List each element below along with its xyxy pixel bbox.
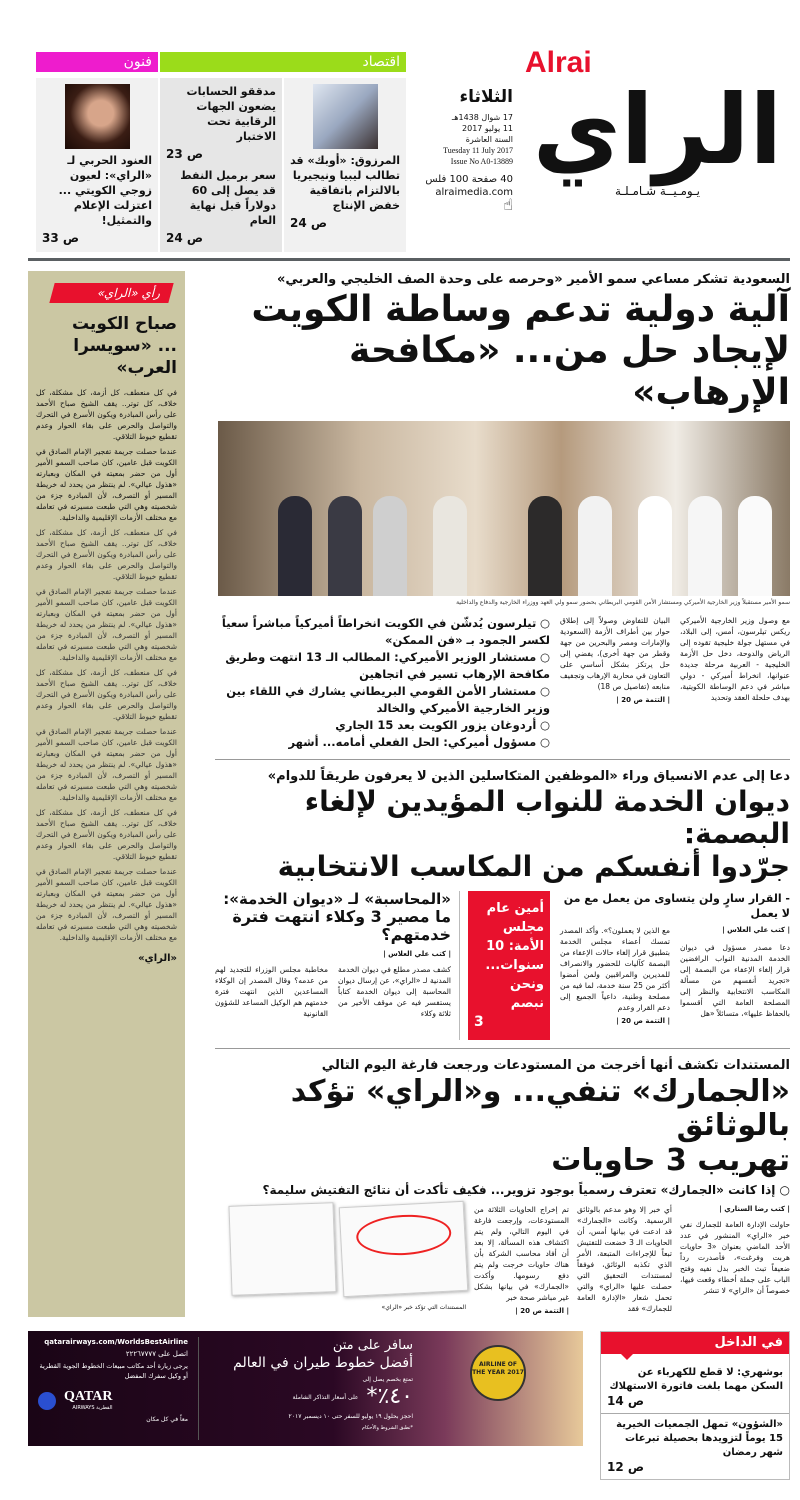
side-headline-2[interactable]: ما مصير 3 وكلاء انتهت فترة خدمتهم؟ xyxy=(232,906,451,945)
qatar-airways-ad[interactable] xyxy=(28,1331,583,1446)
brand-logo-arabic: الراي xyxy=(532,74,783,186)
inside-title: في الداخل xyxy=(601,1332,789,1354)
customs-body-col3: تم إخراج الحاويات الثلاثة من المستودعات، وإرجعت فارغة في اليوم التالي، ولم يتم اكتشاف هذه المسألة، إلا بعد أن أفاد محاسب الشركة بأن هناك حاويات خرجت ولم يتم دفع رسومها. وأكدت «الجمارك» في بيانها بشكل غير مباشر صحة خبر xyxy=(474,1205,569,1303)
subhead-text: إذا كانت «الجمارك» تعترف رسمياً بوجود تزوير... فكيف تأكدت أن نتائج التفتيش سليمة؟ xyxy=(262,1183,776,1198)
bullet-item[interactable]: ○ مستشار الأمن القومي البريطاني يشارك في اللقاء بين وزير الخارجية الأميركي والخالد xyxy=(215,683,550,717)
civil-headline-2[interactable]: جرّدوا أنفسكم من المكاسب الانتخابية xyxy=(277,849,790,883)
inside-item-text: «الشؤون» تمهل الجمعيات الخيرية 15 يوماً لتزويدها بحصيلة تبرعات شهر رمضان xyxy=(616,1419,783,1459)
opinion-column xyxy=(28,271,185,1317)
opinion-title[interactable]: صباح الكويت xyxy=(71,314,177,334)
bullet-item[interactable]: ○ تيلرسون يُدشّن في الكويت انخراطاً أميركياً مباشراً سعياً لكسر الجمود بـ «فن الممكن» xyxy=(215,615,550,649)
teaser-text: العنود الحربي لـ «الراي»: لعيون زوجي الكويتي ... اعتزلت الإعلام والتمثيل! xyxy=(58,154,152,227)
divider xyxy=(215,759,790,760)
section-economy[interactable]: اقتصاد xyxy=(160,52,406,72)
red-circle-annotation xyxy=(355,1213,452,1258)
promo-text: أمين عام مجلس الأمة: 10 سنوات... ونحن نبصم xyxy=(485,900,544,1011)
page-ref: ص 24 xyxy=(166,231,204,245)
issue-number: Issue No A0-13889 xyxy=(450,157,513,166)
pointer-triangle-icon xyxy=(621,1354,633,1366)
page-ref: 3 xyxy=(474,1013,484,1030)
teaser-arts[interactable] xyxy=(36,78,158,252)
lead-body-col1: مع وصول وزير الخارجية الأميركي ريكس تيلرسون، أمس، إلى البلاد، في مستهل جولة خليجية تقوده إلى الرياض والدوحة، دخل حل الأزمة الخليجية - العربية مرحلة جديدة عنوانها، انخراط أميركي - دولي مباشر في دعم الوساطة الكويتية، بهدف حلحلة العقد وتحديد xyxy=(680,616,790,703)
ad-discount: ٤٠٪* xyxy=(366,1384,413,1410)
ad-terms: *تطبق الشروط والأحكام xyxy=(361,1425,413,1432)
side-body-col1: كشف مصدر مطلع في ديوان الخدمة المدنية لـ «الراي»، عن إرسال ديوان المحاسبة إلى ديوان الخدمة كتاباً يستفسر فيه عن موقف الأخير من ثلاثة وكلاء xyxy=(338,964,451,1018)
opinion-ribbon: رأي «الراي» xyxy=(49,283,173,303)
customs-body-col2: أي خبر إلا وهو مدعم بالوثائق الرسمية. وكانت «الجمارك» قد ادعت في بيانها أمس، أن الحاويات الـ 3 خضعت للتفتيش تبعاً للإجراءات المتبعة، الأمر الذي تكذبه الوثائق، فوفقاً لمستندات التحقيق التي حصلت عليها «الراي» والتي تحمل شعار «الإدارة العامة للجمارك» فقد xyxy=(577,1205,672,1314)
side-headline[interactable]: «المحاسبة» لـ «ديوان الخدمة»: xyxy=(223,889,451,908)
date-en: Tuesday 11 July 2017 xyxy=(443,146,513,155)
civil-kicker: دعا إلى عدم الانسياق وراء «الموظفين المتكاسلين الذين لا يعرفون طريقاً للدوام» xyxy=(267,769,790,785)
section-teasers xyxy=(36,46,406,252)
civil-headline[interactable]: ديوان الخدمة للنواب المؤيدين لإلغاء البصمة: xyxy=(304,785,790,851)
oneworld-icon xyxy=(38,1392,56,1410)
customs-kicker: المستندات تكشف أنها أخرجت من المستودعات ورجعت فارغة اليوم التالي xyxy=(321,1057,790,1073)
bottom-row xyxy=(28,1331,790,1480)
opinion-body-filler: في كل منعطف، كل أزمة، كل مشكلة، كل خلاف، كل توتر.. يقف الشيخ صباح الأحمد على رأس المبادرة ويكون الأسرع في التحرك والتواصل والحرص على بقاء الحوار وعدم تقطيع خيوط التلاقي. xyxy=(36,808,177,861)
price: 40 صفحة 100 فلس xyxy=(425,174,513,185)
pointer-hand-icon: ☝ xyxy=(503,195,513,214)
customs-headline[interactable]: «الجمارك» تنفي... و«الراي» تؤكد بالوثائق xyxy=(290,1073,790,1144)
teaser-column-economy xyxy=(160,78,282,252)
masthead xyxy=(525,46,790,214)
document-image xyxy=(339,1201,469,1297)
date-block xyxy=(418,46,513,214)
ad-call: اتصل على ٢٢٢٦٧٧٧٧ xyxy=(125,1350,188,1359)
ad-brand: QATAR xyxy=(64,1389,113,1405)
inside-item[interactable] xyxy=(601,1362,789,1414)
opinion-body: في كل منعطف، كل أزمة، كل مشكلة، كل خلاف، كل توتر.. يقف الشيخ صباح الأحمد على رأس المبادرة ويكون الأسرع في التحرك والتواصل والحرص على بقاء الحوار وعدم تقطيع خيوط التلاقي. xyxy=(36,388,177,441)
bullet-item[interactable]: ○ مستشار الوزير الأميركي: المطالب الـ 13 انتهت وطريق مكافحة الإرهاب تسير في اتجاهين xyxy=(215,649,550,683)
gregorian-date-ar: 11 يوليو 2017 xyxy=(462,124,513,133)
year-label: السنة العاشرة xyxy=(465,135,513,144)
inside-box xyxy=(600,1331,790,1480)
opinion-body-filler: في كل منعطف، كل أزمة، كل مشكلة، كل خلاف، كل توتر.. يقف الشيخ صباح الأحمد على رأس المبادرة ويكون الأسرع في التحرك والتواصل والحرص على بقاء الحوار وعدم تقطيع خيوط التلاقي. xyxy=(36,528,177,581)
weekday: الثلاثاء xyxy=(459,87,513,107)
customs-byline: | كتب رضا السناري | xyxy=(719,1205,790,1214)
ad-brand-sub: AIRWAYS القطرية xyxy=(72,1405,113,1412)
opinion-body-2: عندما حصلت جريمة تفجير الإمام الصادق في الكويت قبل عامين، كان صاحب السمو الأمير أول من حضر بمعيته في المكان وبعبارته «هذول عيالي». لم ينتظر من يحدد له خريطة المسير أو التصرف، لأن المبادرة جزء من شخصيته وهي التي طبعت مسيرته في تعامله مع مختلف الأزمات الإقليمية والداخلية. xyxy=(36,447,177,522)
red-promo-box[interactable] xyxy=(468,891,550,1040)
award-badge: AIRLINE OF THE YEAR 2017 xyxy=(470,1345,526,1401)
section-arts[interactable]: فنون xyxy=(36,52,158,72)
header-divider xyxy=(28,258,790,261)
customs-continued: | التتمة ص 20 | xyxy=(515,1307,569,1316)
page-ref: ص 23 xyxy=(166,147,204,161)
customs-body-col1: حاولت الإدارة العامة للجمارك نفي خبر «الراي» المنشور في عدد الأحد الماضي بعنوان «3 حاويات هربت وفرغت»، فأصدرت رداً ضعيفاً تبث الخبر بدل نفيه وفتح الباب على جملة أخطاء وقعت فيها، خصوصاً أن «الراي» لا تنشر xyxy=(680,1220,790,1296)
ad-contact xyxy=(38,1337,188,1440)
page-ref: ص 24 xyxy=(290,216,328,230)
brand-logo-latin: Alrai xyxy=(525,46,592,79)
divider xyxy=(459,891,460,1040)
content-row xyxy=(28,271,790,1317)
bullet-item[interactable]: ○ أردوغان يزور الكويت بعد 15 الجاري xyxy=(215,717,550,734)
ad-slogan: معاً في كل مكان xyxy=(146,1416,188,1424)
page-ref: ص 14 xyxy=(607,1394,645,1409)
opinion-title-2: ... «سويسرا العرب» xyxy=(73,336,177,378)
main-column xyxy=(215,271,790,1317)
inside-item[interactable] xyxy=(601,1414,789,1479)
teaser-photo xyxy=(313,84,378,149)
ad-discount-lead: تمتع بخصم يصل إلى xyxy=(362,1376,413,1384)
document-caption: المستندات التي تؤكد خبر «الراي» xyxy=(381,1304,466,1312)
page-ref: ص 33 xyxy=(42,231,80,245)
bullet-item[interactable]: ○ مسؤول أميركي: الحل الفعلي أمامه... أشهر xyxy=(215,734,550,751)
ad-dates: احجز بحلول ١٩ يوليو للسفر حتى ١٠ ديسمبر ٢٠١٧ xyxy=(288,1413,413,1421)
hijri-date: 17 شوال 1438هـ xyxy=(451,113,513,122)
ad-visit: يرجى زيارة أحد مكاتب مبيعات الخطوط الجوية القطرية أو وكيل سفرك المفضل xyxy=(39,1362,188,1381)
side-byline: | كتب علي العلاس | xyxy=(383,949,451,958)
ad-headline-2: أفضل خطوط طيران في العالم xyxy=(233,1355,413,1372)
teaser-opec[interactable] xyxy=(284,78,406,252)
side-body-col2: مخاطبة مجلس الوزراء للتجديد لهم من عدمه؟ وقال المصدر إن الوكلاء المساعدين الذين انتهت فترة خدمتهم هم الوكيل المساعد للشؤون القانونية xyxy=(215,964,328,1018)
opinion-body-filler: في كل منعطف، كل أزمة، كل مشكلة، كل خلاف، كل توتر.. يقف الشيخ صباح الأحمد على رأس المبادرة ويكون الأسرع في التحرك والتواصل والحرص على بقاء الحوار وعدم تقطيع خيوط التلاقي. xyxy=(36,668,177,721)
opinion-signature: «الراي» xyxy=(138,953,177,964)
ad-offer xyxy=(198,1337,413,1440)
civil-subhead: - القرار سارٍ ولن يتساوى من يعمل مع من لا يعمل xyxy=(563,891,790,920)
lead-continued: | التتمة ص 20 | xyxy=(616,696,670,705)
opinion-body-filler: عندما حصلت جريمة تفجير الإمام الصادق في الكويت قبل عامين، كان صاحب السمو الأمير أول من حضر بمعيته في المكان وبعبارته «هذول عيالي». لم ينتظر من يحدد له خريطة المسير أو التصرف، لأن المبادرة جزء من شخصيته وهي التي طبعت مسيرته في تعامله مع مختلف الأزمات الإقليمية والداخلية. xyxy=(36,867,177,942)
civil-body-col2: مع الذين لا يعملون؟». وأكد المصدر تمسك أعضاء مجلس الخدمة بتطبيق قرار إلغاء حالات الإعفاء من البصمة كآليات للحضور والانصراف للمديرين والمراقبين ولمن أمضوا أكثر من 25 سنة خدمة، لما فيه من مصلحة وطنية، داعياً الجميع إلى دعم القرار وعدم xyxy=(560,925,670,1012)
civil-continued: | التتمة ص 20 | xyxy=(616,1016,670,1025)
inside-item-text: بوشهري: لا قطع للكهرباء عن السكن مهما بلغت فاتورة الاستهلاك xyxy=(609,1367,783,1393)
page-ref: ص 12 xyxy=(607,1460,645,1475)
opinion-body-filler: عندما حصلت جريمة تفجير الإمام الصادق في الكويت قبل عامين، كان صاحب السمو الأمير أول من حضر بمعيته في المكان وبعبارته «هذول عيالي». لم ينتظر من يحدد له خريطة المسير أو التصرف، لأن المبادرة جزء من شخصيته وهي التي طبعت مسيرته في تعامله مع مختلف الأزمات الإقليمية والداخلية. xyxy=(36,587,177,662)
ad-headline: سافر على متن xyxy=(332,1338,413,1354)
document-image xyxy=(228,1202,336,1296)
teaser-text: المرزوق: «أوبك» قد تطالب ليبيا ونيجيريا بالالتزام باتفاقية خفض الإنتاج xyxy=(290,154,400,212)
teaser-text[interactable]: مدققو الحسابات يضعون الجهات الرقابية تحت الاختبار xyxy=(186,85,276,143)
ad-image xyxy=(423,1337,573,1440)
customs-headline-2[interactable]: تهريب 3 حاويات xyxy=(551,1142,790,1178)
lead-headline-2[interactable]: لإيجاد حل من... «مكافحة الإرهاب» xyxy=(349,330,790,413)
lead-photo xyxy=(218,421,790,596)
lead-headline[interactable]: آلية دولية تدعم وساطة الكويت xyxy=(251,289,790,330)
teaser-text[interactable]: سعر برميل النفط قد يصل إلى 60 دولاراً قبل نهاية العام xyxy=(180,169,276,227)
divider xyxy=(215,1048,790,1049)
lead-bullets xyxy=(215,615,550,751)
customs-subhead: ○ إذا كانت «الجمارك» تعترف رسمياً بوجود تزوير... فكيف تأكدت أن نتائج التفتيش سليمة؟ xyxy=(262,1183,790,1198)
civil-byline: | كتب علي العلاس | xyxy=(722,925,790,934)
website-link[interactable]: alraimedia.com xyxy=(435,187,513,198)
lead-body-col2: البيان للتفاوض وصولاً إلى إطلاق حوار بين أطراف الأزمة (السعودية والإمارات ومصر والبحرين من جهة وقطر من جهة أخرى)، يفضي إلى حل يرتكز بشكل أساسي على التعاون في محاربة الإرهاب وتجفيف منابعه (تفاصيل ص 18) xyxy=(560,616,670,692)
page-header xyxy=(28,46,790,252)
civil-body-col1: دعا مصدر مسؤول في ديوان الخدمة المدنية النواب الرافضين قرار إلغاء الإعفاء من البصمة إلى «تجريد أنفسهم من مسألة المكاسب الانتخابية والنظر إلى المصلحة العامة التي أقسموا بالحفاظ عليها»، متسائلاً «هل xyxy=(680,942,790,1018)
ad-discount-note: على أسعار التذاكر الشاملة xyxy=(292,1393,359,1401)
teaser-photo xyxy=(65,84,130,149)
photo-caption: سمو الأمير مستقبلاً وزير الخارجية الأميركي ومستشار الأمن القومي البريطاني بحضور سمو ولي العهد ووزراء الخارجية والدفاع والداخلية xyxy=(456,599,790,607)
masthead-tagline: يـومـيــة شـامـلـة xyxy=(615,184,700,198)
lead-kicker: السعودية تشكر مساعي سمو الأمير «وحرصه على وحدة الصف الخليجي والعربي» xyxy=(276,272,790,287)
opinion-body-filler: عندما حصلت جريمة تفجير الإمام الصادق في الكويت قبل عامين، كان صاحب السمو الأمير أول من حضر بمعيته في المكان وبعبارته «هذول عيالي». لم ينتظر من يحدد له خريطة المسير أو التصرف، لأن المبادرة جزء من شخصيته وهي التي طبعت مسيرته في تعامله مع مختلف الأزمات الإقليمية والداخلية. xyxy=(36,727,177,802)
ad-url[interactable]: qatarairways.com/WorldsBestAirline xyxy=(44,1338,188,1347)
